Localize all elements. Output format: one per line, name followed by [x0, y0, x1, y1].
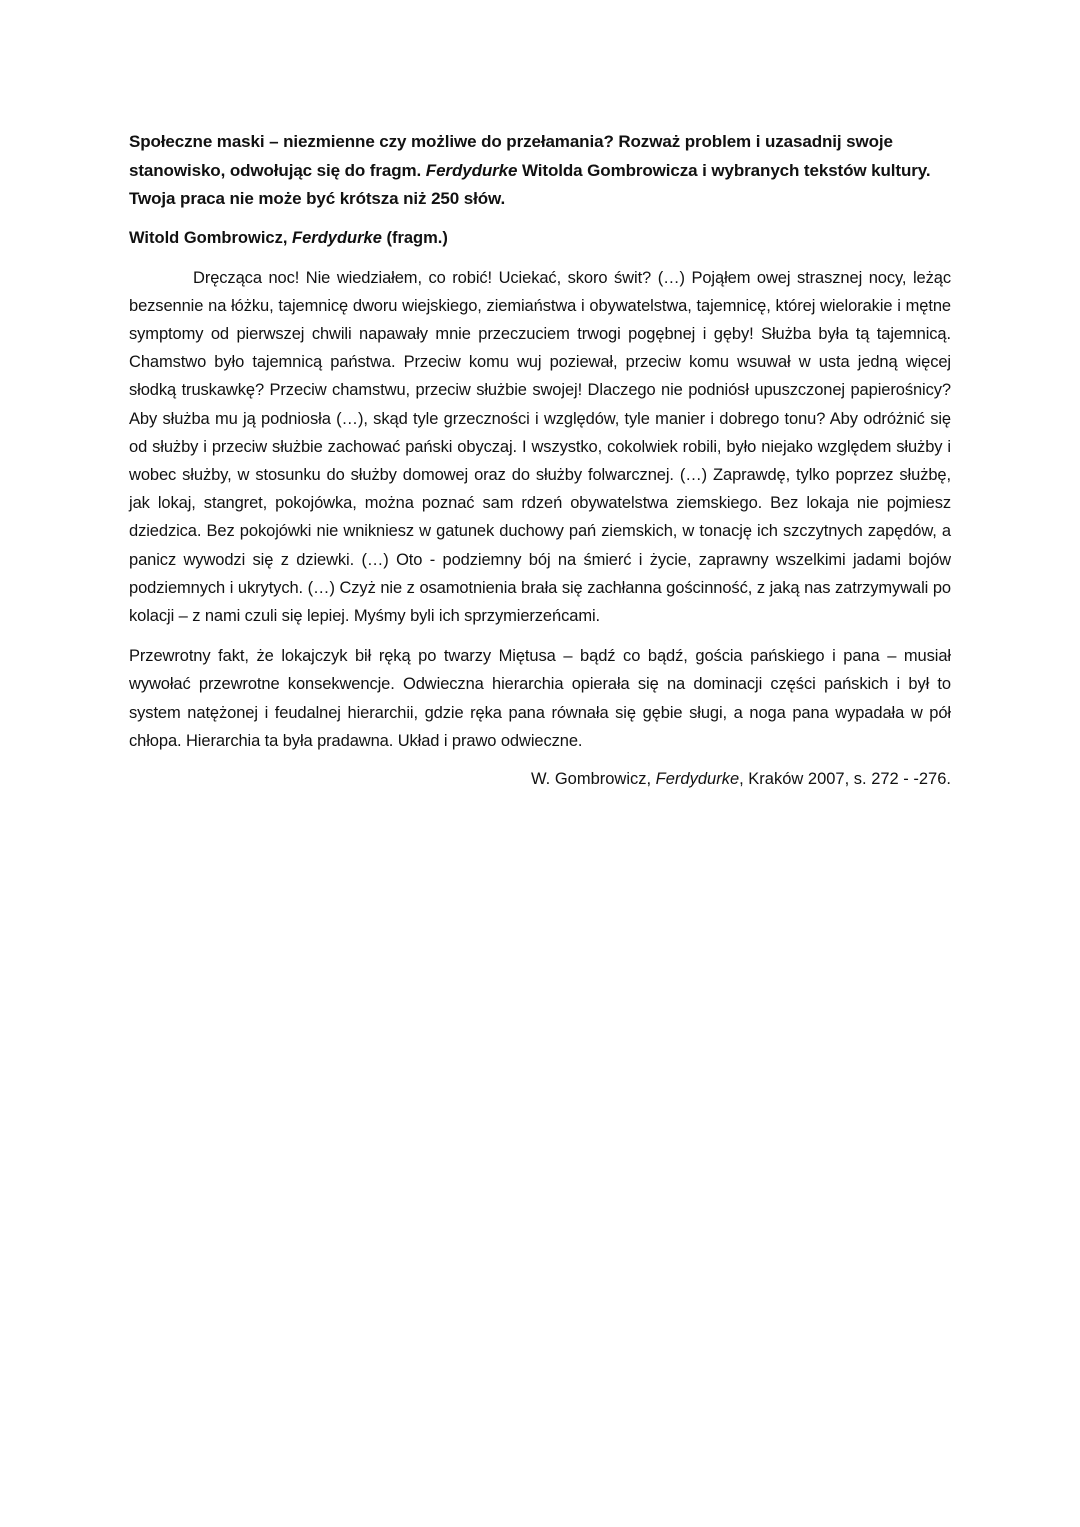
excerpt-paragraph: Dręcząca noc! Nie wiedziałem, co robić! Uciekać, skoro świt? (…) Pojąłem owej strasznej nocy, leżąc bezsennie na łóżku, tajemnicę dworu wiejskiego, ziemiaństwa i obywatelstwa, tajemnicę, której wielorakie i mętne symptomy od pierwszej chwili napawały mnie przeczuciem trwogi pogębnej i gęby! Służba była tą tajemnicą. Chamstwo było tajemnicą państwa. Przeciw komu wuj poziewał, przeciw komu wsuwał w usta jedną więcej słodką truskawkę? Przeciw chamstwu, przeciw służbie swojej! Dlaczego nie podniósł upuszczonej papierośnicy? Aby służba mu ją podniosła (…), skąd tyle grzeczności i względów, tyle manier i dobrego tonu? Aby odróżnić się od służby i przeciw służbie zachować pański obyczaj. I wszystko, cokolwiek robili, było niejako względem służby i wobec służby, w stosunku do służby domowej oraz do służby folwarcznej. (…) Zaprawdę, tylko poprzez służbę, jak lokaj, stangret, pokojówka, można poznać sam rdzeń obywatelstwa ziemskiego. Bez lokaja nie pojmiesz dziedzica. Bez pokojówki nie wnikniesz w gatunek duchowy pań ziemskich, w tonację ich szczytnych zapędów, a panicz wywodzi się z dziewki. (…) Oto - podziemny bój na śmierć i życie, zaprawny wszelkimi jadami bojów podziemnych i ukrytych. (…) Czyż nie z osamotnienia brała się zachłanna gościnność, z jaką nas zatrzymywali po kolacji – z nami czuli się lepiej. Myśmy byli ich sprzymierzeńcami. [129, 268, 951, 625]
essay-prompt [129, 128, 951, 214]
source-heading [129, 224, 951, 252]
essay-prompt-part1: Społeczne maski – niezmienne czy możliwe do przełamania? Rozważ problem i uzasadnij swoje stanowisko, odwołując się do fragm. [129, 132, 893, 180]
source-heading-suffix: (fragm.) [381, 228, 448, 247]
citation-title: Ferdydurke [655, 769, 740, 788]
commentary-paragraph: Przewrotny fakt, że lokajczyk bił ręką po twarzy Miętusa – bądź co bądź, gościa pańskiego i pana – musiał wywołać przewrotne konsekwencje. Odwieczna hierarchia opierała się na dominacji części pańskich i był to system natężonej i feudalnej hierarchii, gdzie ręka pana równała się gębie sługi, a noga pana wypadała w pół chłopa. Hierarchia ta była pradawna. Układ i prawo odwieczne. [129, 647, 951, 750]
essay-prompt-part2: Witolda Gombrowicza i wybranych tekstów kultury. Twoja praca nie może być krótsza niż 250 słów. [129, 160, 931, 208]
source-heading-title: Ferdydurke [292, 228, 382, 247]
citation [129, 765, 951, 793]
source-heading-author: Witold Gombrowicz, [129, 228, 293, 247]
citation-prefix: W. Gombrowicz, [530, 769, 656, 788]
citation-suffix: , Kraków 2007, s. 272 - -276. [739, 769, 951, 788]
essay-prompt-book-title: Ferdydurke [425, 160, 518, 180]
document-page [129, 128, 951, 793]
